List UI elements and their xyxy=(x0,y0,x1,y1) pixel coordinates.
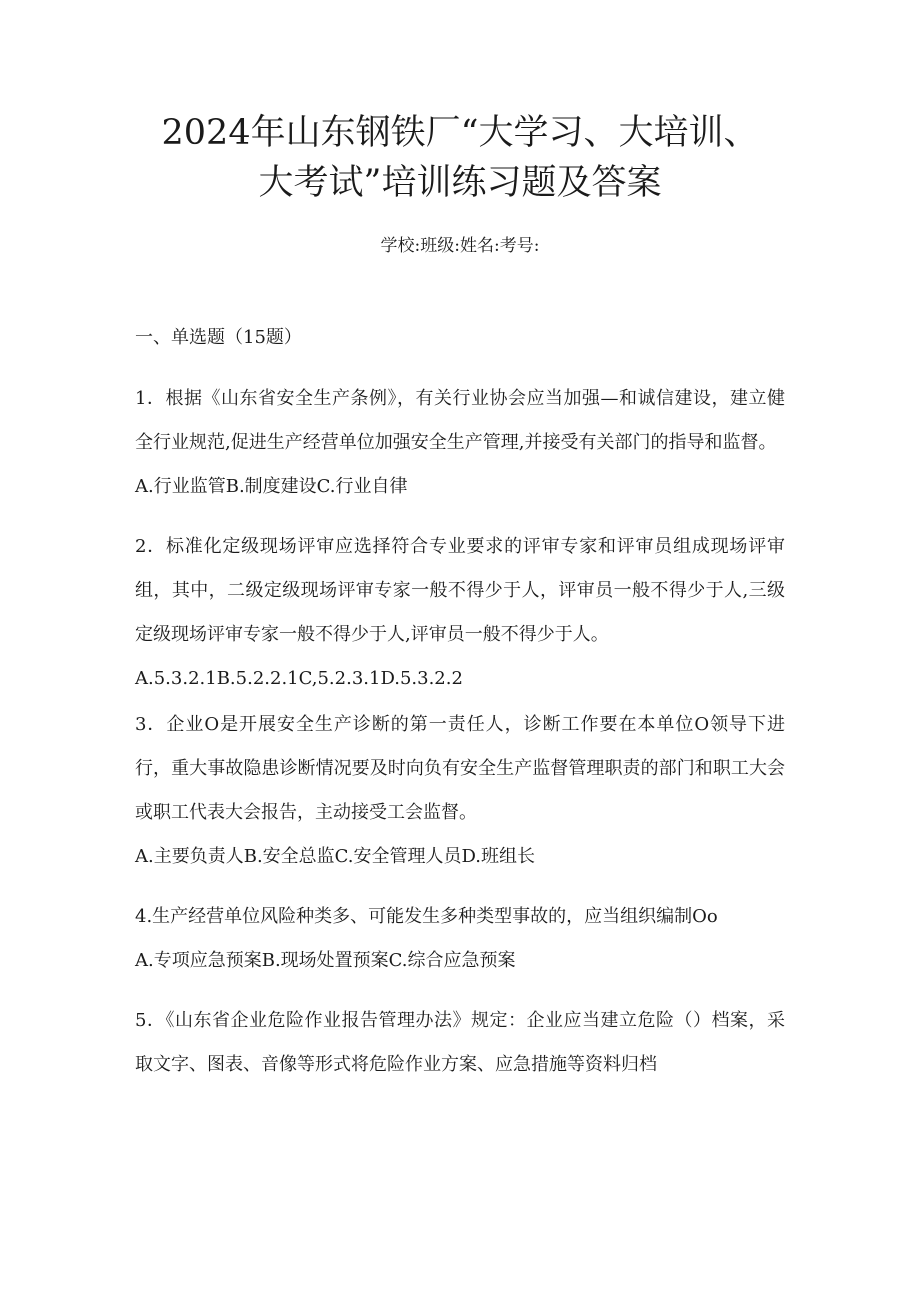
question-2-text: 2．标准化定级现场评审应选择符合专业要求的评审专家和评审员组成现场评审组，其中，二级定级现场评审专家一般不得少于人，评审员一般不得少于人,三级定级现场评审专家一般不得少于人,评审员一般不得少于人。 xyxy=(135,536,785,645)
question-4-options: A.专项应急预案B.现场处置预案C.综合应急预案 xyxy=(135,950,516,971)
document-title: 2024年山东钢铁厂“大学习、大培训、大考试”培训练习题及答案 xyxy=(161,113,759,203)
question-3-options: A.主要负责人B.安全总监C.安全管理人员D.班组长 xyxy=(135,846,536,867)
student-info-line: 学校:班级:姓名:考号: xyxy=(380,236,540,256)
section-heading: 一、单选题（15题） xyxy=(135,327,302,348)
question-4-text: 4.生产经营单位风险种类多、可能发生多种类型事故的，应当组织编制Oo xyxy=(135,906,718,927)
question-2-options: A.5.3.2.1B.5.2.2.1C,5.2.3.1D.5.3.2.2 xyxy=(135,668,463,689)
question-5-text: 5．《山东省企业危险作业报告管理办法》规定：企业应当建立危险（）档案，采取文字、图表、音像等形式将危险作业方案、应急措施等资料归档 xyxy=(135,1010,785,1075)
question-1-options: A.行业监管B.制度建设C.行业自律 xyxy=(135,476,408,497)
question-1-text: 1．根据《山东省安全生产条例》，有关行业协会应当加强—和诚信建设，建立健全行业规范,促进生产经营单位加强安全生产管理,并接受有关部门的指导和监督。 xyxy=(135,388,785,453)
question-3-text: 3．企业O是开展安全生产诊断的第一责任人，诊断工作要在本单位O领导下进行，重大事故隐患诊断情况要及时向负有安全生产监督管理职责的部门和职工大会或职工代表大会报告，主动接受工会监督。 xyxy=(135,714,785,823)
